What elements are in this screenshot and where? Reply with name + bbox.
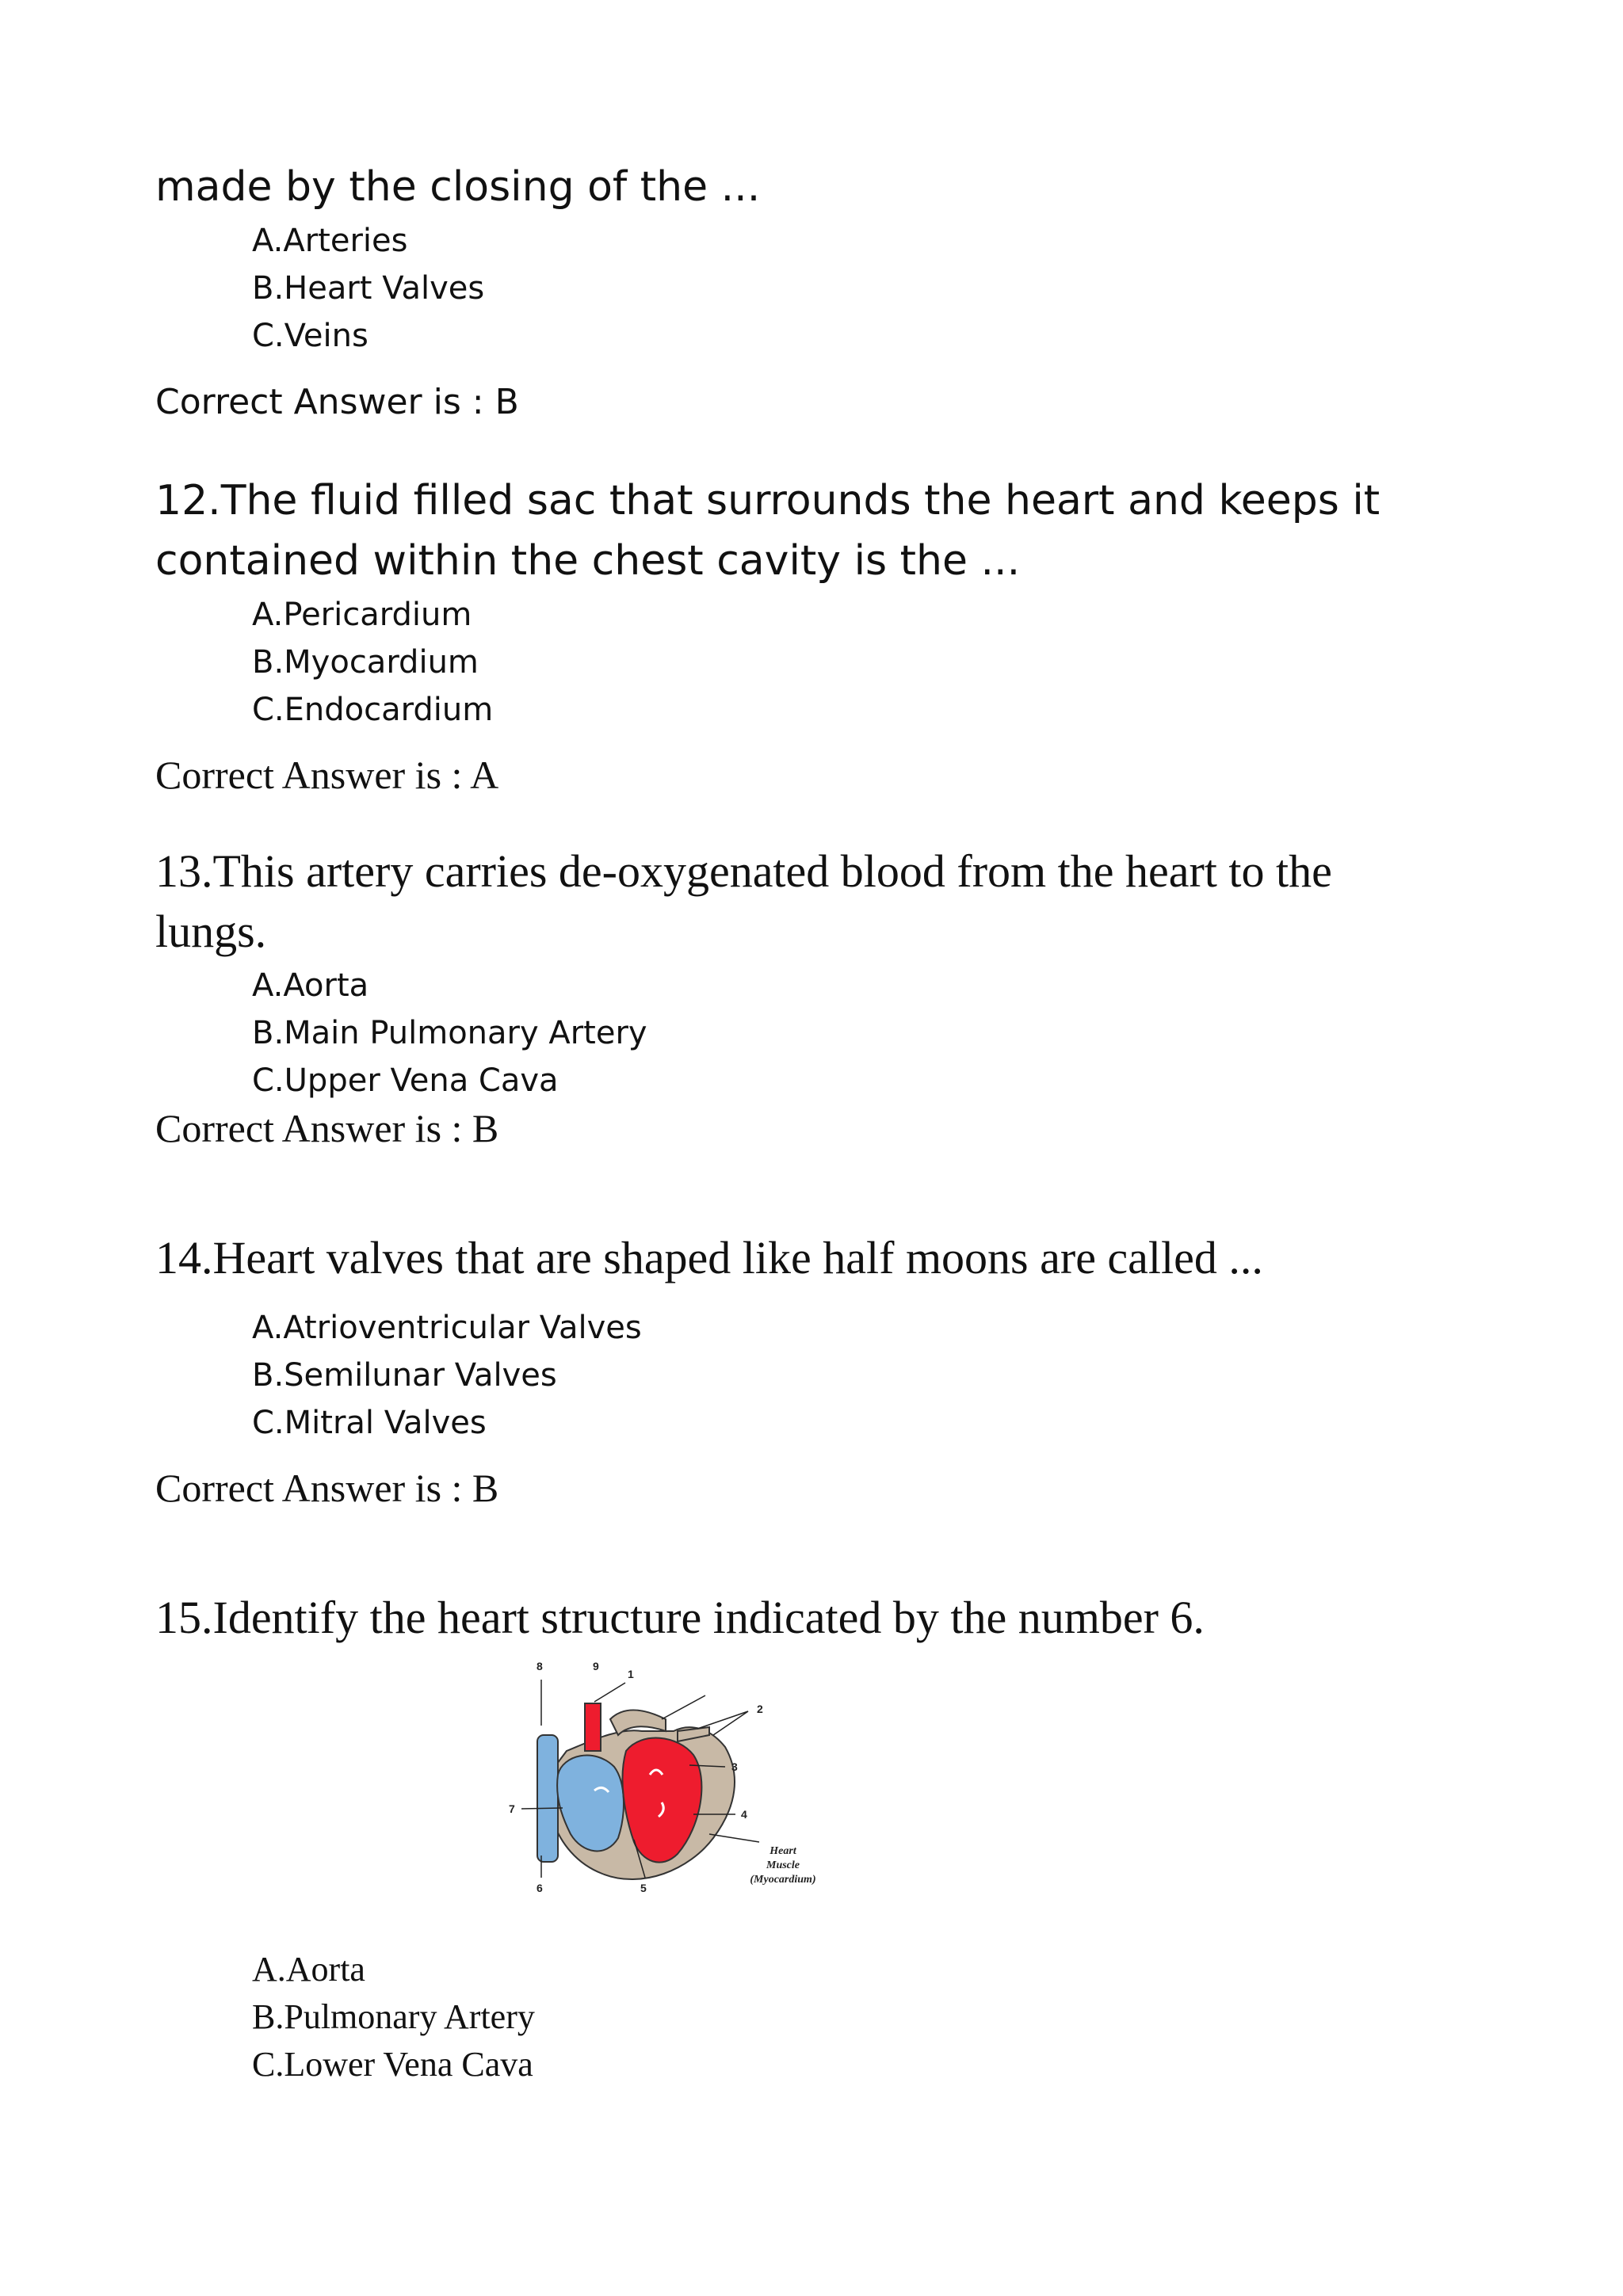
diagram-label-4: 4 bbox=[741, 1808, 747, 1821]
muscle-label-line-2: Muscle bbox=[766, 1859, 800, 1871]
question-12-option-c: C.Endocardium bbox=[252, 692, 494, 728]
question-15-option-c: C.Lower Vena Cava bbox=[252, 2045, 533, 2084]
question-14-text: 14.Heart valves that are shaped like half moons are called ... bbox=[155, 1232, 1263, 1283]
question-15-text: 15.Identify the heart structure indicated by the number 6. bbox=[155, 1592, 1205, 1643]
question-15-option-a: A.Aorta bbox=[252, 1950, 365, 1989]
muscle-label-line-3: (Myocardium) bbox=[750, 1874, 816, 1886]
question-12-answer: Correct Answer is : A bbox=[155, 753, 499, 797]
question-12-line-1: 12.The fluid filled sac that surrounds the heart and keeps it bbox=[155, 477, 1381, 524]
diagram-label-7: 7 bbox=[509, 1802, 515, 1815]
question-13-option-b: B.Main Pulmonary Artery bbox=[252, 1015, 647, 1051]
question-12-option-b: B.Myocardium bbox=[252, 644, 479, 681]
heart-diagram bbox=[507, 1656, 848, 1909]
question-13-option-c: C.Upper Vena Cava bbox=[252, 1062, 559, 1099]
diagram-label-1: 1 bbox=[628, 1668, 634, 1680]
question-11-option-b: B.Heart Valves bbox=[252, 270, 485, 307]
question-14-option-c: C.Mitral Valves bbox=[252, 1405, 487, 1441]
question-14-option-a: A.Atrioventricular Valves bbox=[252, 1310, 642, 1346]
diagram-label-5: 5 bbox=[640, 1882, 647, 1894]
aorta bbox=[585, 1703, 601, 1751]
question-12-option-a: A.Pericardium bbox=[252, 597, 472, 633]
question-13-line-1: 13.This artery carries de-oxygenated blood from the heart to the bbox=[155, 845, 1332, 897]
question-11-option-a: A.Arteries bbox=[252, 223, 408, 259]
question-14-option-b: B.Semilunar Valves bbox=[252, 1357, 557, 1394]
question-15-option-b: B.Pulmonary Artery bbox=[252, 1997, 535, 2036]
question-13-answer: Correct Answer is : B bbox=[155, 1106, 499, 1150]
diagram-label-9: 9 bbox=[593, 1660, 599, 1672]
question-12-line-2: contained within the chest cavity is the ... bbox=[155, 537, 1021, 585]
diagram-label-2: 2 bbox=[757, 1703, 763, 1715]
diagram-label-8: 8 bbox=[537, 1660, 543, 1672]
question-13-line-2: lungs. bbox=[155, 906, 267, 957]
question-13-option-a: A.Aorta bbox=[252, 967, 369, 1004]
question-11-answer: Correct Answer is : B bbox=[155, 382, 519, 422]
question-14-answer: Correct Answer is : B bbox=[155, 1466, 499, 1510]
question-11-option-c: C.Veins bbox=[252, 318, 369, 354]
vena-cava bbox=[537, 1735, 558, 1862]
diagram-label-3: 3 bbox=[731, 1760, 738, 1773]
diagram-label-6: 6 bbox=[537, 1882, 543, 1894]
muscle-label-line-1: Heart bbox=[769, 1845, 796, 1857]
question-11-text: made by the closing of the ... bbox=[155, 163, 761, 211]
